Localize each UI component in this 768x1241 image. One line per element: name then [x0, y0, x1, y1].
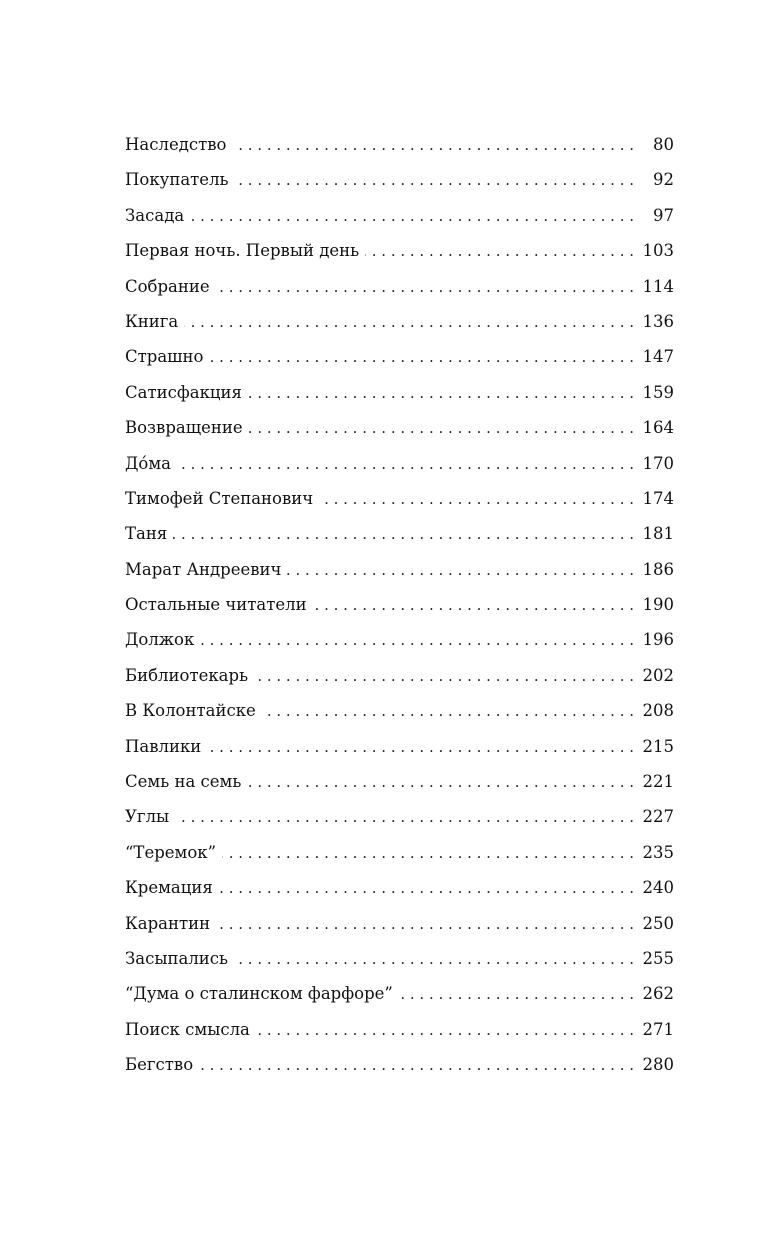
dot-leader [256, 1013, 634, 1048]
toc-entry-page: 186 [642, 559, 674, 579]
toc-entry[interactable] [125, 269, 674, 304]
toc-entry-title: “Теремок” [125, 842, 217, 862]
toc-entry[interactable] [125, 976, 674, 1011]
toc-entry[interactable] [125, 658, 674, 693]
toc-entry[interactable] [125, 835, 674, 870]
toc-entry[interactable] [125, 198, 674, 233]
toc-entry[interactable] [125, 870, 674, 905]
toc-entry-page: 190 [642, 595, 674, 615]
toc-entry-page: 240 [642, 878, 674, 898]
toc-entry-page: 147 [642, 347, 674, 367]
toc-entry[interactable] [125, 127, 674, 162]
toc-entry-page: 227 [642, 807, 674, 827]
dot-leader [248, 376, 634, 411]
toc-entry-page: 208 [642, 701, 674, 721]
dot-leader [365, 234, 634, 269]
toc-entry-title: Страшно [125, 347, 204, 367]
toc-entry[interactable] [125, 375, 674, 410]
dot-leader [219, 871, 634, 906]
dot-leader [287, 553, 634, 588]
toc-entry[interactable] [125, 587, 674, 622]
toc-entry[interactable] [125, 233, 674, 268]
toc-entry[interactable] [125, 552, 674, 587]
dot-leader [175, 800, 634, 835]
dot-leader [313, 588, 634, 623]
toc-entry-page: 181 [642, 524, 674, 544]
toc-entry-title: В Колонтайске [125, 701, 256, 721]
toc-entry[interactable] [125, 516, 674, 551]
toc-entry-title: Остальные читатели [125, 595, 307, 615]
toc-entry[interactable] [125, 481, 674, 516]
dot-leader [262, 694, 634, 729]
toc-entry-title: Марат Андреевич [125, 559, 282, 579]
toc-entry[interactable] [125, 729, 674, 764]
toc-entry-page: 235 [642, 842, 674, 862]
dot-leader [199, 1048, 634, 1083]
toc-entry-page: 114 [642, 276, 674, 296]
toc-entry-title: Таня [125, 524, 168, 544]
dot-leader [216, 270, 634, 305]
toc-entry-title: Книга [125, 311, 179, 331]
toc-entry-page: 159 [642, 382, 674, 402]
toc-entry[interactable] [125, 304, 674, 339]
toc-entry[interactable] [125, 410, 674, 445]
toc-entry-page: 136 [642, 311, 674, 331]
toc-entry[interactable] [125, 799, 674, 834]
toc-entry-page: 103 [642, 241, 674, 261]
toc-entry[interactable] [125, 764, 674, 799]
toc-entry-page: 92 [653, 170, 674, 190]
toc-entry-title: Наследство [125, 135, 227, 154]
toc-entry-title: Должок [125, 630, 195, 650]
dot-leader [177, 447, 634, 482]
toc-entry-page: 215 [642, 736, 674, 756]
dot-leader [184, 305, 634, 340]
toc-entry-page: 221 [642, 772, 674, 792]
toc-entry-page: 196 [642, 630, 674, 650]
toc-entry-page: 174 [642, 488, 674, 508]
toc-entry-page: 164 [642, 418, 674, 438]
dot-leader [222, 836, 634, 871]
dot-leader [249, 411, 634, 446]
toc-entry-title: Поиск смысла [125, 1019, 250, 1039]
toc-entry-page: 271 [642, 1019, 674, 1039]
dot-leader [216, 907, 634, 942]
toc-entry[interactable] [125, 693, 674, 728]
dot-leader [207, 730, 634, 765]
toc-entry[interactable] [125, 622, 674, 657]
toc-entry-page: 250 [642, 913, 674, 933]
dot-leader [200, 623, 634, 658]
toc-entry-title: Возвращение [125, 418, 243, 438]
toc-entry[interactable] [125, 162, 674, 197]
toc-entry-page: 280 [642, 1055, 674, 1075]
toc-entry-title: Засада [125, 205, 185, 225]
toc-entry-title: Углы [125, 807, 170, 827]
toc-entry[interactable] [125, 1012, 674, 1047]
dot-leader [234, 942, 634, 977]
dot-leader [209, 340, 634, 375]
toc-entry[interactable] [125, 941, 674, 976]
toc-entry-title: Первая ночь. Первый день [125, 241, 360, 261]
toc-entry-page: 202 [642, 665, 674, 685]
toc-entry[interactable] [125, 339, 674, 374]
toc-entry-title: До́ма [125, 453, 172, 473]
toc-entry-title: Семь на семь [125, 772, 242, 792]
dot-leader [190, 199, 634, 234]
dot-leader [319, 482, 634, 517]
dot-leader [232, 128, 634, 163]
toc-entry-title: Библиотекарь [125, 665, 249, 685]
toc-entry-title: Покупатель [125, 170, 229, 190]
dot-leader [254, 659, 634, 694]
dot-leader [247, 765, 634, 800]
dot-leader [173, 517, 634, 552]
toc-entry-title: Бегство [125, 1055, 194, 1075]
toc-entry[interactable] [125, 1047, 674, 1082]
toc-entry-page: 80 [653, 135, 674, 154]
toc-entry-title: Кремация [125, 878, 213, 898]
toc-entry-page: 97 [653, 205, 674, 225]
toc-entry-title: Карантин [125, 913, 211, 933]
table-of-contents [125, 127, 674, 1083]
toc-entry-title: Засыпались [125, 948, 229, 968]
toc-entry-page: 170 [642, 453, 674, 473]
toc-entry-title: Тимофей Степанович [125, 488, 314, 508]
toc-entry-title: “Дума о сталинском фарфоре” [125, 984, 393, 1004]
toc-entry-page: 262 [642, 984, 674, 1004]
toc-entry-title: Сатисфакция [125, 382, 242, 402]
toc-entry[interactable] [125, 906, 674, 941]
dot-leader [399, 977, 634, 1012]
dot-leader [235, 163, 634, 198]
toc-entry-page: 255 [642, 948, 674, 968]
toc-entry-title: Павлики [125, 736, 202, 756]
toc-entry[interactable] [125, 446, 674, 481]
toc-entry-title: Собрание [125, 276, 210, 296]
